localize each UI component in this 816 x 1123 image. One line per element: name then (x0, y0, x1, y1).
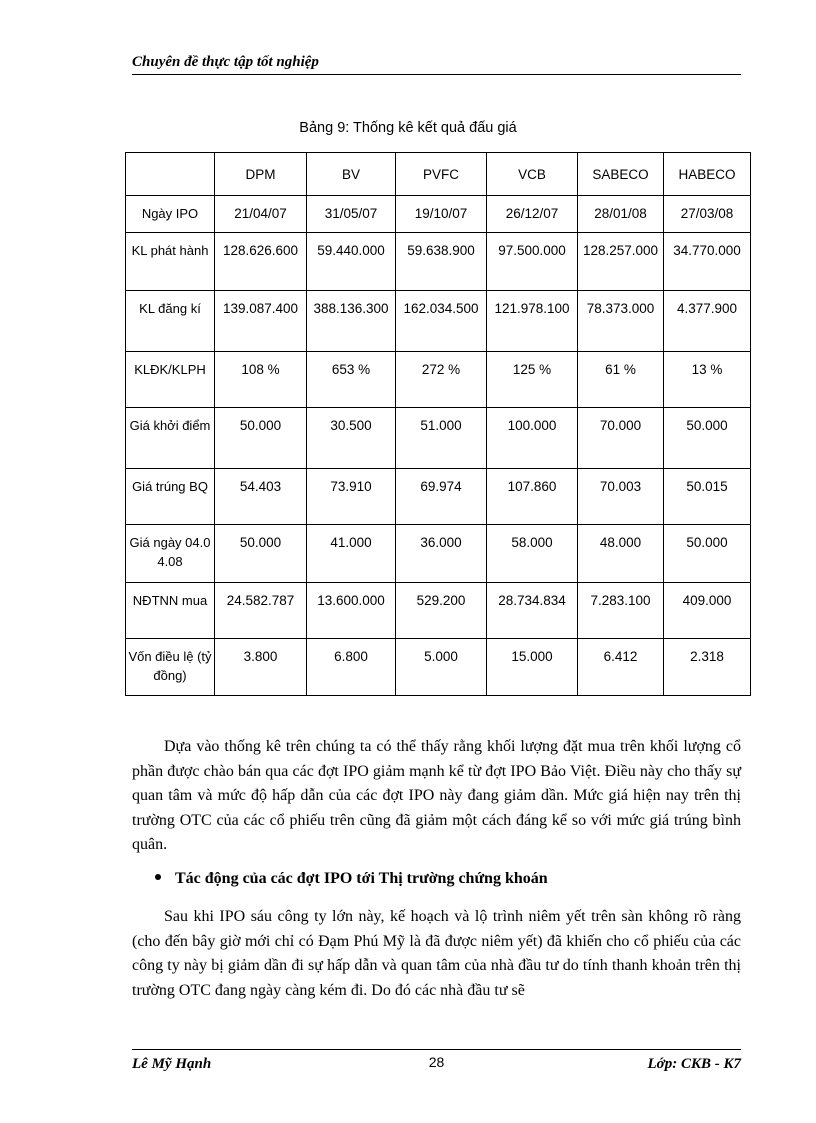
table-cell: 15.000 (487, 639, 578, 696)
table-cell: 50.000 (215, 525, 307, 583)
table-cell: 2.318 (664, 639, 751, 696)
table-cell: 162.034.500 (396, 291, 487, 352)
table-cell: 50.000 (664, 408, 751, 469)
row-label: Giá ngày 04.04.08 (126, 525, 215, 583)
row-label: Giá khởi điểm (126, 408, 215, 469)
column-header: HABECO (664, 153, 751, 196)
table-cell: 108 % (215, 352, 307, 408)
table-cell: 51.000 (396, 408, 487, 469)
row-label: KLĐK/KLPH (126, 352, 215, 408)
table-row (126, 233, 751, 291)
table-caption: Bảng 9: Thống kê kết quả đấu giá (299, 120, 517, 136)
table-cell: 388.136.300 (307, 291, 396, 352)
table-cell: 58.000 (487, 525, 578, 583)
table-cell: 100.000 (487, 408, 578, 469)
row-label: NĐTNN mua (126, 583, 215, 639)
paragraph-2: Sau khi IPO sáu công ty lớn này, kế hoạch và lộ trình niêm yết trên sàn không rõ ràng (cho đến bây giờ mới chỉ có Đạm Phú Mỹ là đã được niêm yết) đã khiến cho cổ phiếu của các công ty này bị giảm dần đi sự hấp dẫn và quan tâm của nhà đầu tư do tính thanh khoản trên thị trường OTC đang ngày càng kém đi. Do đó các nhà đầu tư sẽ (132, 908, 741, 999)
table-cell: 409.000 (664, 583, 751, 639)
table-cell: 28/01/08 (578, 196, 664, 233)
table-cell: 21/04/07 (215, 196, 307, 233)
row-label: KL đăng kí (126, 291, 215, 352)
table-cell: 69.974 (396, 469, 487, 525)
table-cell: 272 % (396, 352, 487, 408)
table-cell: 36.000 (396, 525, 487, 583)
table-cell: 121.978.100 (487, 291, 578, 352)
table-cell: 107.860 (487, 469, 578, 525)
table-row (126, 291, 751, 352)
table-cell: 139.087.400 (215, 291, 307, 352)
footer-author: Lê Mỹ Hạnh (132, 1056, 212, 1072)
paragraph-1: Dựa vào thống kê trên chúng ta có thể thấy rằng khối lượng đặt mua trên khối lượng cổ phần được chào bán qua các đợt IPO giảm mạnh kể từ đợt IPO Bảo Việt. Điều này cho thấy sự quan tâm và mức độ hấp dẫn của các đợt IPO này đang giảm dần. Mức giá hiện nay trên thị trường OTC của các cổ phiếu trên cũng đã giảm một cách đáng kể so với mức giá trúng bình quân. (132, 738, 741, 853)
table-header-row (126, 153, 751, 196)
column-header: SABECO (578, 153, 664, 196)
page-footer (132, 1049, 741, 1080)
footer-class: Lớp: CKB - K7 (647, 1056, 741, 1072)
table-row (126, 525, 751, 583)
table-cell: 5.000 (396, 639, 487, 696)
table-cell: 27/03/08 (664, 196, 751, 233)
table-row (126, 408, 751, 469)
column-header: DPM (215, 153, 307, 196)
header-corner-cell (126, 153, 215, 196)
table-cell: 61 % (578, 352, 664, 408)
table-cell: 50.000 (664, 525, 751, 583)
table-row (126, 469, 751, 525)
table-cell: 13 % (664, 352, 751, 408)
auction-results-table (125, 152, 751, 696)
table-cell: 653 % (307, 352, 396, 408)
table-cell: 97.500.000 (487, 233, 578, 291)
table-cell: 28.734.834 (487, 583, 578, 639)
table-cell: 19/10/07 (396, 196, 487, 233)
table-cell: 59.638.900 (396, 233, 487, 291)
table-cell: 6.412 (578, 639, 664, 696)
table-cell: 70.003 (578, 469, 664, 525)
table-cell: 24.582.787 (215, 583, 307, 639)
page-number: 28 (428, 1054, 445, 1070)
row-label: Giá trúng BQ (126, 469, 215, 525)
header-title: Chuyên đề thực tập tốt nghiệp (132, 54, 319, 70)
table-row (126, 639, 751, 696)
table-cell: 34.770.000 (664, 233, 751, 291)
table-cell: 30.500 (307, 408, 396, 469)
table-cell: 59.440.000 (307, 233, 396, 291)
column-header: PVFC (396, 153, 487, 196)
table-cell: 13.600.000 (307, 583, 396, 639)
table-row (126, 196, 751, 233)
table-cell: 50.000 (215, 408, 307, 469)
column-header: BV (307, 153, 396, 196)
table-cell: 128.626.600 (215, 233, 307, 291)
table-cell: 7.283.100 (578, 583, 664, 639)
table-cell: 6.800 (307, 639, 396, 696)
table-cell: 3.800 (215, 639, 307, 696)
bullet-icon (155, 874, 161, 880)
table-cell: 529.200 (396, 583, 487, 639)
row-label: Ngày IPO (126, 196, 215, 233)
table-cell: 31/05/07 (307, 196, 396, 233)
table-row (126, 352, 751, 408)
row-label: Vốn điều lệ (tỷ đồng) (126, 639, 215, 696)
table-cell: 54.403 (215, 469, 307, 525)
bullet-heading (155, 870, 548, 888)
page-header (132, 50, 741, 75)
bullet-heading-text: Tác động của các đợt IPO tới Thị trường chứng khoán (175, 870, 548, 887)
table-cell: 4.377.900 (664, 291, 751, 352)
table-cell: 48.000 (578, 525, 664, 583)
row-label: KL phát hành (126, 233, 215, 291)
table-cell: 78.373.000 (578, 291, 664, 352)
table-row (126, 583, 751, 639)
table-cell: 70.000 (578, 408, 664, 469)
table-cell: 128.257.000 (578, 233, 664, 291)
table-cell: 50.015 (664, 469, 751, 525)
table-cell: 73.910 (307, 469, 396, 525)
table-cell: 26/12/07 (487, 196, 578, 233)
table-cell: 125 % (487, 352, 578, 408)
table-cell: 41.000 (307, 525, 396, 583)
column-header: VCB (487, 153, 578, 196)
